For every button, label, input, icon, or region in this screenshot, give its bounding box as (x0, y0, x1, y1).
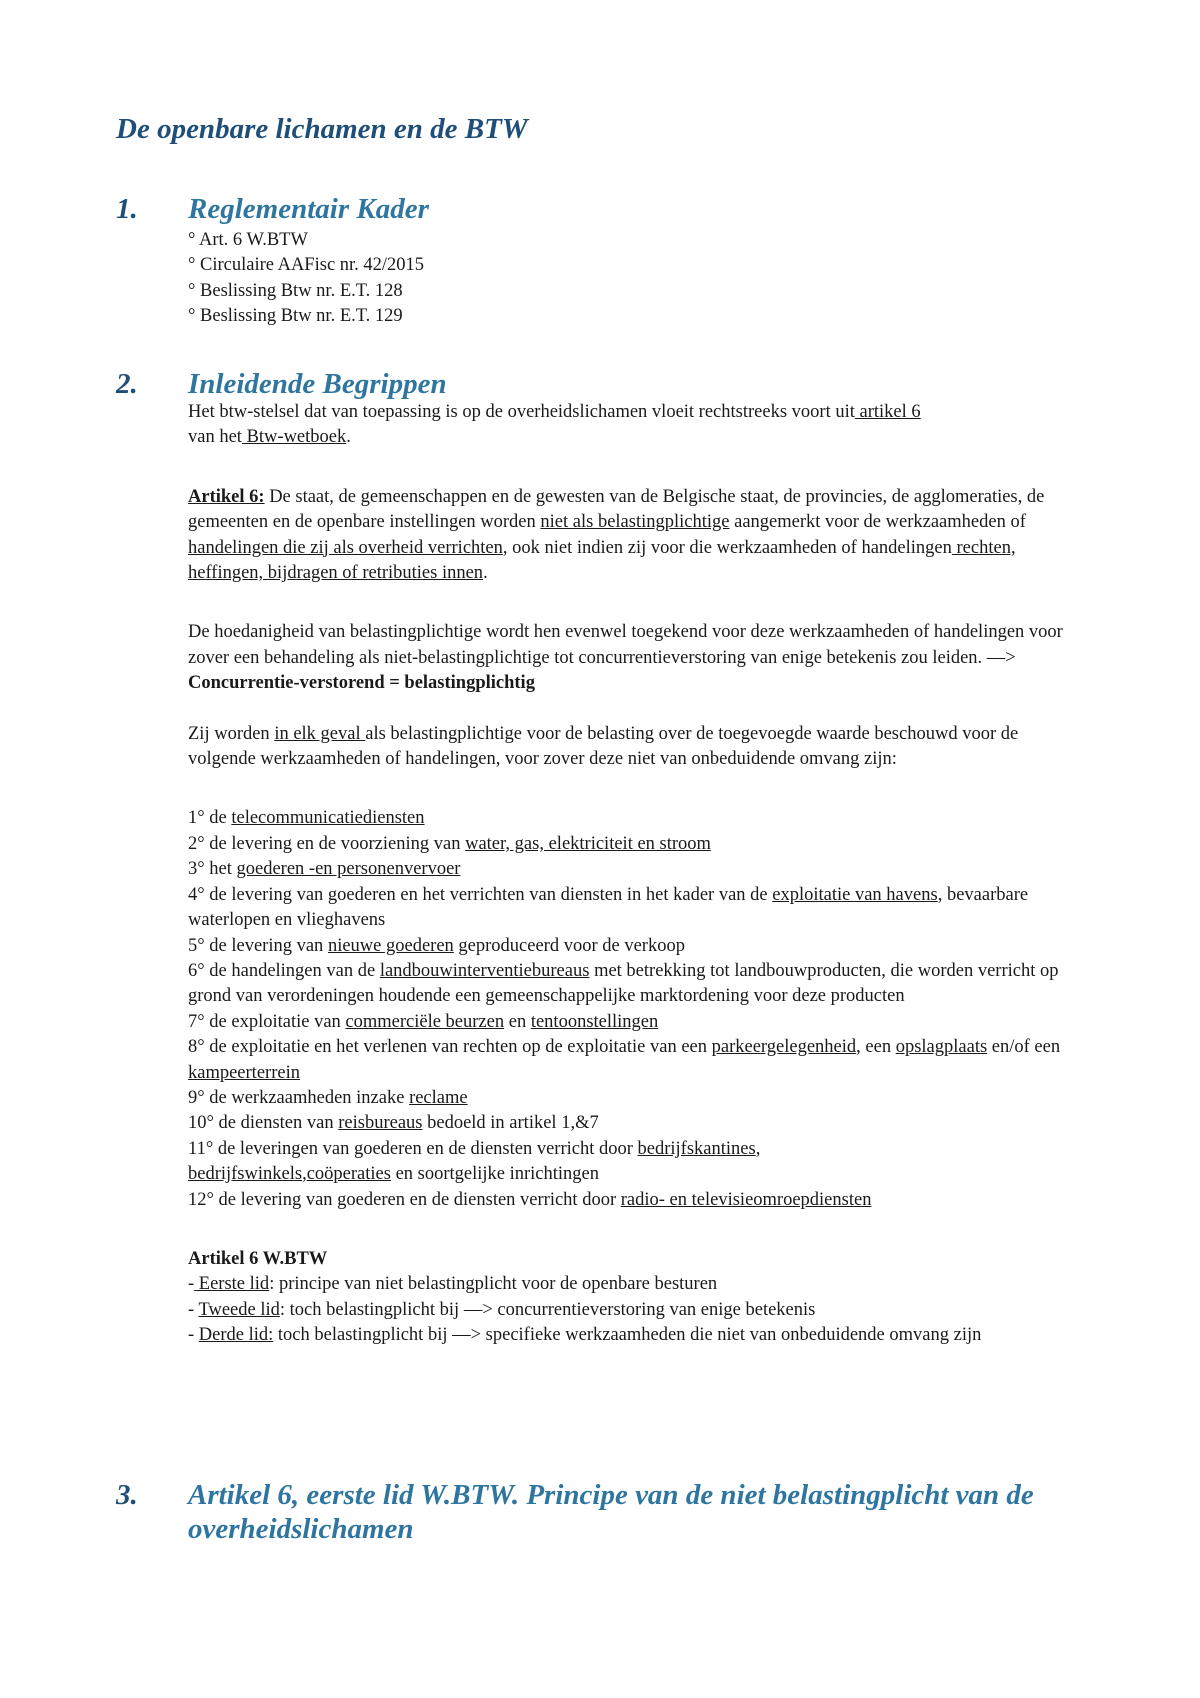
section-2-number: 2. (116, 368, 138, 400)
list-item: 2° de levering en de voorziening van water, gas, elektriciteit en stroom (188, 833, 711, 854)
reference-item: ° Beslissing Btw nr. E.T. 128 (188, 280, 403, 301)
list-item: 5° de levering van nieuwe goederen geproduceerd voor de verkoop (188, 935, 685, 956)
competition-paragraph: De hoedanigheid van belastingplichtige wordt hen evenwel toegekend voor deze werkzaamheden of handelingen voor zover een behandeling als niet-belastingplichtige tot concurrentieverstoring van enige betekenis zou leiden. —> Concurrentie-verstorend = belastingplichtig (188, 622, 1063, 694)
list-item: 10° de diensten van reisbureaus bedoeld in artikel 1,&7 (188, 1113, 599, 1134)
section-1-title: Reglementair Kader (188, 193, 429, 225)
summary-item: - Tweede lid: toch belastingplicht bij —> concurrentieverstoring van enige betekenis (188, 1299, 816, 1320)
list-item: 4° de levering van goederen en het verrichten van diensten in het kader van de exploitatie van havens, bevaarbare waterlopen en vlieghavens (188, 884, 1029, 931)
section-3-title: Artikel 6, eerste lid W.BTW. Principe van de niet belastingplicht van de overheidslichamen (188, 1479, 1034, 1545)
list-item: 1° de telecommunicatiediensten (188, 808, 425, 829)
list-item: 12° de levering van goederen en de diensten verricht door radio- en televisieomroepdiensten (188, 1189, 872, 1210)
list-item: 8° de exploitatie en het verlenen van rechten op de exploitatie van een parkeergelegenheid, een opslagplaats en/of een kampeerterrein (188, 1037, 1061, 1083)
section-1-list (188, 228, 1088, 330)
list-item: 3° het goederen -en personenvervoer (188, 859, 461, 880)
list-item: 9° de werkzaamheden inzake reclame (188, 1087, 468, 1108)
list-item: 11° de leveringen van goederen en de diensten verricht door bedrijfskantines, bedrijfswinkels,coöperaties en soortgelijke inrichtingen (188, 1138, 761, 1185)
intro-paragraph: Het btw-stelsel dat van toepassing is op de overheidslichamen vloeit rechtstreeks voort uit artikel 6 van het Btw-wetboek. (188, 402, 921, 448)
section-2-title: Inleidende Begrippen (188, 368, 447, 400)
article-6-paragraph: Artikel 6: De staat, de gemeenschappen en de gewesten van de Belgische staat, de provincies, de agglomeraties, de gemeenten en de openbare instellingen worden niet als belastingplichtige aangemerkt voor de werkzaamheden of handelingen die zij als overheid verrichten, ook niet indien zij voor die werkzaamheden of handelingen rechten, heffingen, bijdragen of retributies innen. (188, 486, 1045, 584)
summary-item: - Derde lid: toch belastingplicht bij —> specifieke werkzaamheden die niet van onbeduidende omvang zijn (188, 1325, 982, 1346)
section-2-body (188, 400, 1088, 1349)
link-artikel-6[interactable]: artikel 6 (854, 402, 921, 422)
section-3-number: 3. (116, 1479, 138, 1511)
reference-item: ° Circulaire AAFisc nr. 42/2015 (188, 255, 425, 276)
activities-list (188, 806, 1088, 1213)
taxable-paragraph: Zij worden in elk geval als belastingplichtige voor de belasting over de toegevoegde waarde beschouwd voor de volgende werkzaamheden of handelingen, voor zover deze niet van onbeduidende omvang zijn: (188, 723, 1019, 770)
reference-item: ° Art. 6 W.BTW (188, 230, 308, 250)
reference-item: ° Beslissing Btw nr. E.T. 129 (188, 306, 403, 327)
link-btw-wetboek[interactable]: Btw-wetboek (241, 427, 347, 448)
document-title: De openbare lichamen en de BTW (116, 113, 528, 145)
article-6-summary (188, 1247, 1088, 1349)
summary-title: Artikel 6 W.BTW (188, 1248, 328, 1269)
section-1-number: 1. (116, 193, 138, 225)
list-item: 6° de handelingen van de landbouwinterventiebureaus met betrekking tot landbouwproducten, die worden verricht op grond van verordeningen houdende een gemeenschappelijke marktordening voor deze producten (188, 960, 1059, 1007)
list-item: 7° de exploitatie van commerciële beurzen en tentoonstellingen (188, 1011, 659, 1032)
summary-item: - Eerste lid: principe van niet belastingplicht voor de openbare besturen (188, 1274, 718, 1295)
article-6-label: Artikel 6: (188, 486, 265, 507)
